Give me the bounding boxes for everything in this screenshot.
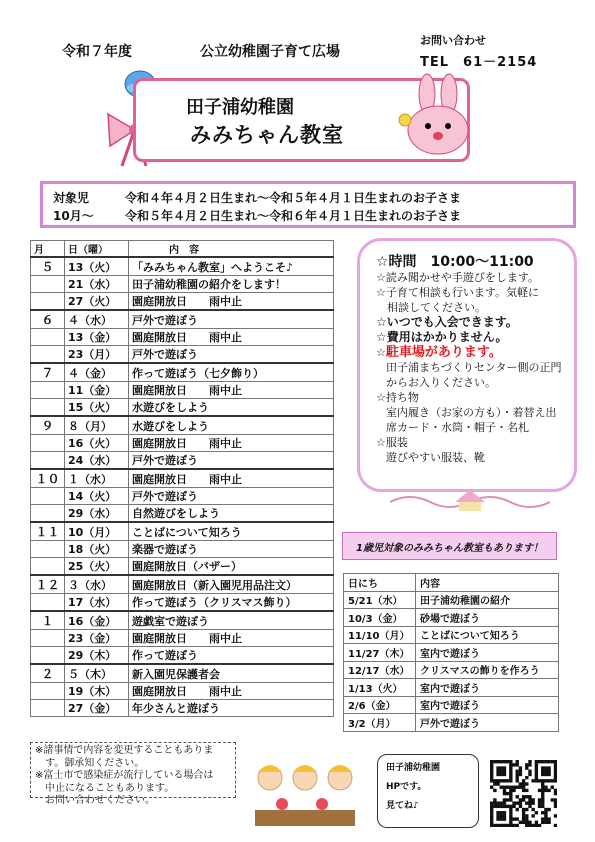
date-cell: ５（木） <box>65 664 129 683</box>
table-row <box>31 293 334 311</box>
table-row <box>31 257 334 276</box>
clothes-detail: 遊びやすい服装、靴 <box>386 451 485 464</box>
content-cell: 水遊びをしよう <box>129 416 334 435</box>
date-cell: 23（金） <box>65 630 129 647</box>
note-line: ※富士市で感染症が流行している場合は <box>35 770 214 781</box>
note-line: ※諸事情で内容を変更することもありま <box>35 745 214 756</box>
date-cell: 23（月） <box>65 346 129 364</box>
month-cell <box>31 505 65 523</box>
content-cell: 楽器で遊ぼう <box>129 541 334 558</box>
table-row <box>31 382 334 399</box>
date-cell: 14（火） <box>65 488 129 505</box>
content-cell: 戸外で遊ぼう <box>129 346 334 364</box>
month-cell <box>31 293 65 311</box>
date-cell: 3/2（月） <box>344 714 416 732</box>
month-cell: ６ <box>31 310 65 329</box>
month-cell <box>31 399 65 417</box>
bunny-icon <box>395 72 480 162</box>
table-row <box>344 714 559 732</box>
month-cell <box>31 700 65 717</box>
month-header: 月 <box>31 241 65 258</box>
free-note: ☆費用はかかりません。 <box>376 330 508 344</box>
month-cell: ５ <box>31 257 65 276</box>
date-cell: 27（火） <box>65 293 129 311</box>
date-cell: 27（金） <box>65 700 129 717</box>
month-cell: １１ <box>31 522 65 541</box>
table-row <box>344 644 559 662</box>
table-row <box>31 435 334 452</box>
date-cell: 12/17（水） <box>344 661 416 679</box>
content-cell: 遊戯室で遊ぼう <box>129 611 334 630</box>
month-cell <box>31 488 65 505</box>
school-name: 田子浦幼稚園 <box>186 97 294 118</box>
month-cell: ２ <box>31 664 65 683</box>
date-cell: 10/3（金） <box>344 609 416 627</box>
table-row <box>31 558 334 576</box>
schedule-table <box>30 240 334 717</box>
month-cell <box>31 683 65 700</box>
date-header: 日にち <box>344 574 416 592</box>
content-cell: 田子浦幼稚園の紹介をします！ <box>129 276 334 293</box>
bubble-line: 田子浦幼稚園 <box>386 763 441 773</box>
bubble-line: 見てね♪ <box>386 801 419 811</box>
note-line: 中止になることもあります。 <box>35 782 175 794</box>
month-cell <box>31 452 65 470</box>
month-cell: ７ <box>31 363 65 382</box>
content-cell: 作って遊ぼう <box>129 647 334 665</box>
table-row <box>31 452 334 470</box>
target-text: 令和５年４月２日生まれ～令和６年４月１日生まれのお子さま <box>125 209 462 223</box>
date-cell: 25（火） <box>65 558 129 576</box>
content-cell: 園庭開放日 雨中止 <box>129 435 334 452</box>
target-row <box>53 189 461 206</box>
info-line: 相談してください。 <box>376 301 486 314</box>
table-row <box>31 664 334 683</box>
target-label: 10月～ <box>53 209 94 223</box>
info-line: ☆読み聞かせや手遊びをします。 <box>376 271 539 284</box>
month-cell: １ <box>31 611 65 630</box>
kids-illustration-icon <box>250 758 360 828</box>
date-cell: 29（木） <box>65 647 129 665</box>
date-header: 日（曜） <box>65 241 129 258</box>
date-cell: 16（金） <box>65 611 129 630</box>
one-year-schedule-table <box>343 573 559 732</box>
house-divider-icon <box>390 488 550 512</box>
table-row <box>31 329 334 346</box>
month-cell <box>31 382 65 399</box>
date-cell: ４（金） <box>65 363 129 382</box>
content-cell: 新入園児保護者会 <box>129 664 334 683</box>
date-cell: 16（火） <box>65 435 129 452</box>
parking-note: 駐車場があります。 <box>385 345 502 360</box>
table-row <box>31 611 334 630</box>
belongings-title: ☆持ち物 <box>376 391 419 404</box>
date-cell: ８（月） <box>65 416 129 435</box>
content-cell: 作って遊ぼう（七夕飾り） <box>129 363 334 382</box>
content-cell: 園庭開放日 雨中止 <box>129 683 334 700</box>
date-cell: 18（火） <box>65 541 129 558</box>
homepage-bubble <box>377 754 479 828</box>
anytime-note: ☆いつでも入会できます。 <box>376 315 518 329</box>
target-text: 令和４年４月２日生まれ～令和５年４月１日生まれのお子さま <box>125 191 462 205</box>
content-cell: 室内で遊ぼう <box>416 679 559 697</box>
content-cell: 園庭開放日 雨中止 <box>129 382 334 399</box>
content-header: 内容 <box>416 574 559 592</box>
clothes-title: ☆服装 <box>376 436 408 449</box>
bubble-line: HPです。 <box>386 782 427 792</box>
table-row <box>344 626 559 644</box>
date-cell: 13（火） <box>65 257 129 276</box>
table-row <box>31 683 334 700</box>
month-cell <box>31 541 65 558</box>
month-cell <box>31 346 65 364</box>
table-row <box>31 575 334 594</box>
content-cell: 「みみちゃん教室」へようこそ♪ <box>129 257 334 276</box>
date-cell: 1/13（火） <box>344 679 416 697</box>
target-age-box <box>40 181 576 228</box>
content-header: 内 容 <box>129 241 334 258</box>
date-cell: 10（月） <box>65 522 129 541</box>
star-mark: ☆ <box>376 346 386 359</box>
month-cell <box>31 558 65 576</box>
note-line: お問い合わせください。 <box>35 795 155 806</box>
table-row <box>31 416 334 435</box>
date-cell: 11（金） <box>65 382 129 399</box>
date-cell: 21（水） <box>65 276 129 293</box>
table-row <box>344 591 559 609</box>
table-row <box>31 700 334 717</box>
parking-detail: 田子浦まちづくりセンター側の正門からお入りください。 <box>386 361 562 389</box>
table-header <box>31 241 334 258</box>
fiscal-year: 令和７年度 <box>62 44 132 60</box>
table-row <box>31 488 334 505</box>
belongings-detail: 室内履き（お家の方も）・着替え出席カード・水筒・帽子・名札 <box>386 406 557 434</box>
content-cell: 戸外で遊ぼう <box>129 452 334 470</box>
content-cell: ことばについて知ろう <box>129 522 334 541</box>
content-cell: 砂場で遊ぼう <box>416 609 559 627</box>
content-cell: 田子浦幼稚園の紹介 <box>416 591 559 609</box>
table-row <box>344 679 559 697</box>
content-cell: 園庭開放日 雨中止 <box>129 293 334 311</box>
info-box <box>357 238 577 492</box>
month-cell <box>31 329 65 346</box>
table-row <box>31 541 334 558</box>
date-cell: 5/21（水） <box>344 591 416 609</box>
date-cell: 11/10（月） <box>344 626 416 644</box>
target-label: 対象児 <box>53 191 90 205</box>
table-row <box>31 276 334 293</box>
content-cell: 戸外で遊ぼう <box>129 310 334 329</box>
date-cell: 24（水） <box>65 452 129 470</box>
organization-name: 公立幼稚園子育て広場 <box>200 44 340 60</box>
target-row <box>53 207 461 224</box>
table-row <box>344 609 559 627</box>
month-cell: １０ <box>31 469 65 488</box>
month-cell <box>31 594 65 612</box>
table-row <box>344 661 559 679</box>
table-row <box>31 346 334 364</box>
month-cell <box>31 276 65 293</box>
date-cell: 29（水） <box>65 505 129 523</box>
one-year-class-banner: 1歳児対象のみみちゃん教室もあります！ <box>342 532 557 560</box>
time-info: ☆時間 10:00～11:00 <box>376 254 534 270</box>
content-cell: 年少さんと遊ぼう <box>129 700 334 717</box>
content-cell: 園庭開放日 雨中止 <box>129 469 334 488</box>
table-row <box>31 469 334 488</box>
table-row <box>31 310 334 329</box>
content-cell: 作って遊ぼう（クリスマス飾り） <box>129 594 334 612</box>
month-cell: ９ <box>31 416 65 435</box>
content-cell: 戸外で遊ぼう <box>129 488 334 505</box>
contact-label: お問い合わせ <box>420 34 486 47</box>
notes-box <box>30 742 236 806</box>
content-cell: 水遊びをしよう <box>129 399 334 417</box>
contact-tel: TEL 61－2154 <box>420 55 538 70</box>
date-cell: 19（木） <box>65 683 129 700</box>
note-line: す。御承知ください。 <box>35 757 145 769</box>
content-cell: 戸外で遊ぼう <box>416 714 559 732</box>
class-title: みみちゃん教室 <box>190 123 344 147</box>
month-cell <box>31 647 65 665</box>
date-cell: 15（火） <box>65 399 129 417</box>
table-row <box>31 505 334 523</box>
table-row <box>31 647 334 665</box>
qr-code-icon[interactable] <box>490 760 557 827</box>
parking-line <box>376 345 564 360</box>
content-cell: 園庭開放日 雨中止 <box>129 329 334 346</box>
content-cell: クリスマスの飾りを作ろう <box>416 661 559 679</box>
date-cell: 2/6（金） <box>344 696 416 714</box>
table-row <box>31 399 334 417</box>
content-cell: ことばについて知ろう <box>416 626 559 644</box>
date-cell: １（水） <box>65 469 129 488</box>
table-row <box>31 522 334 541</box>
table-row <box>31 630 334 647</box>
content-cell: 室内で遊ぼう <box>416 696 559 714</box>
table-row <box>31 363 334 382</box>
content-cell: 園庭開放日（新入園児用品注文） <box>129 575 334 594</box>
content-cell: 園庭開放日 雨中止 <box>129 630 334 647</box>
date-cell: 13（金） <box>65 329 129 346</box>
month-cell <box>31 630 65 647</box>
date-cell: ３（水） <box>65 575 129 594</box>
date-cell: 17（水） <box>65 594 129 612</box>
table-row <box>31 594 334 612</box>
date-cell: ４（水） <box>65 310 129 329</box>
content-cell: 自然遊びをしよう <box>129 505 334 523</box>
table-header <box>344 574 559 592</box>
content-cell: 園庭開放日（バザー） <box>129 558 334 576</box>
date-cell: 11/27（木） <box>344 644 416 662</box>
content-cell: 室内で遊ぼう <box>416 644 559 662</box>
month-cell: １２ <box>31 575 65 594</box>
table-row <box>344 696 559 714</box>
info-line: ☆子育て相談も行います。気軽に <box>376 286 539 299</box>
month-cell <box>31 435 65 452</box>
